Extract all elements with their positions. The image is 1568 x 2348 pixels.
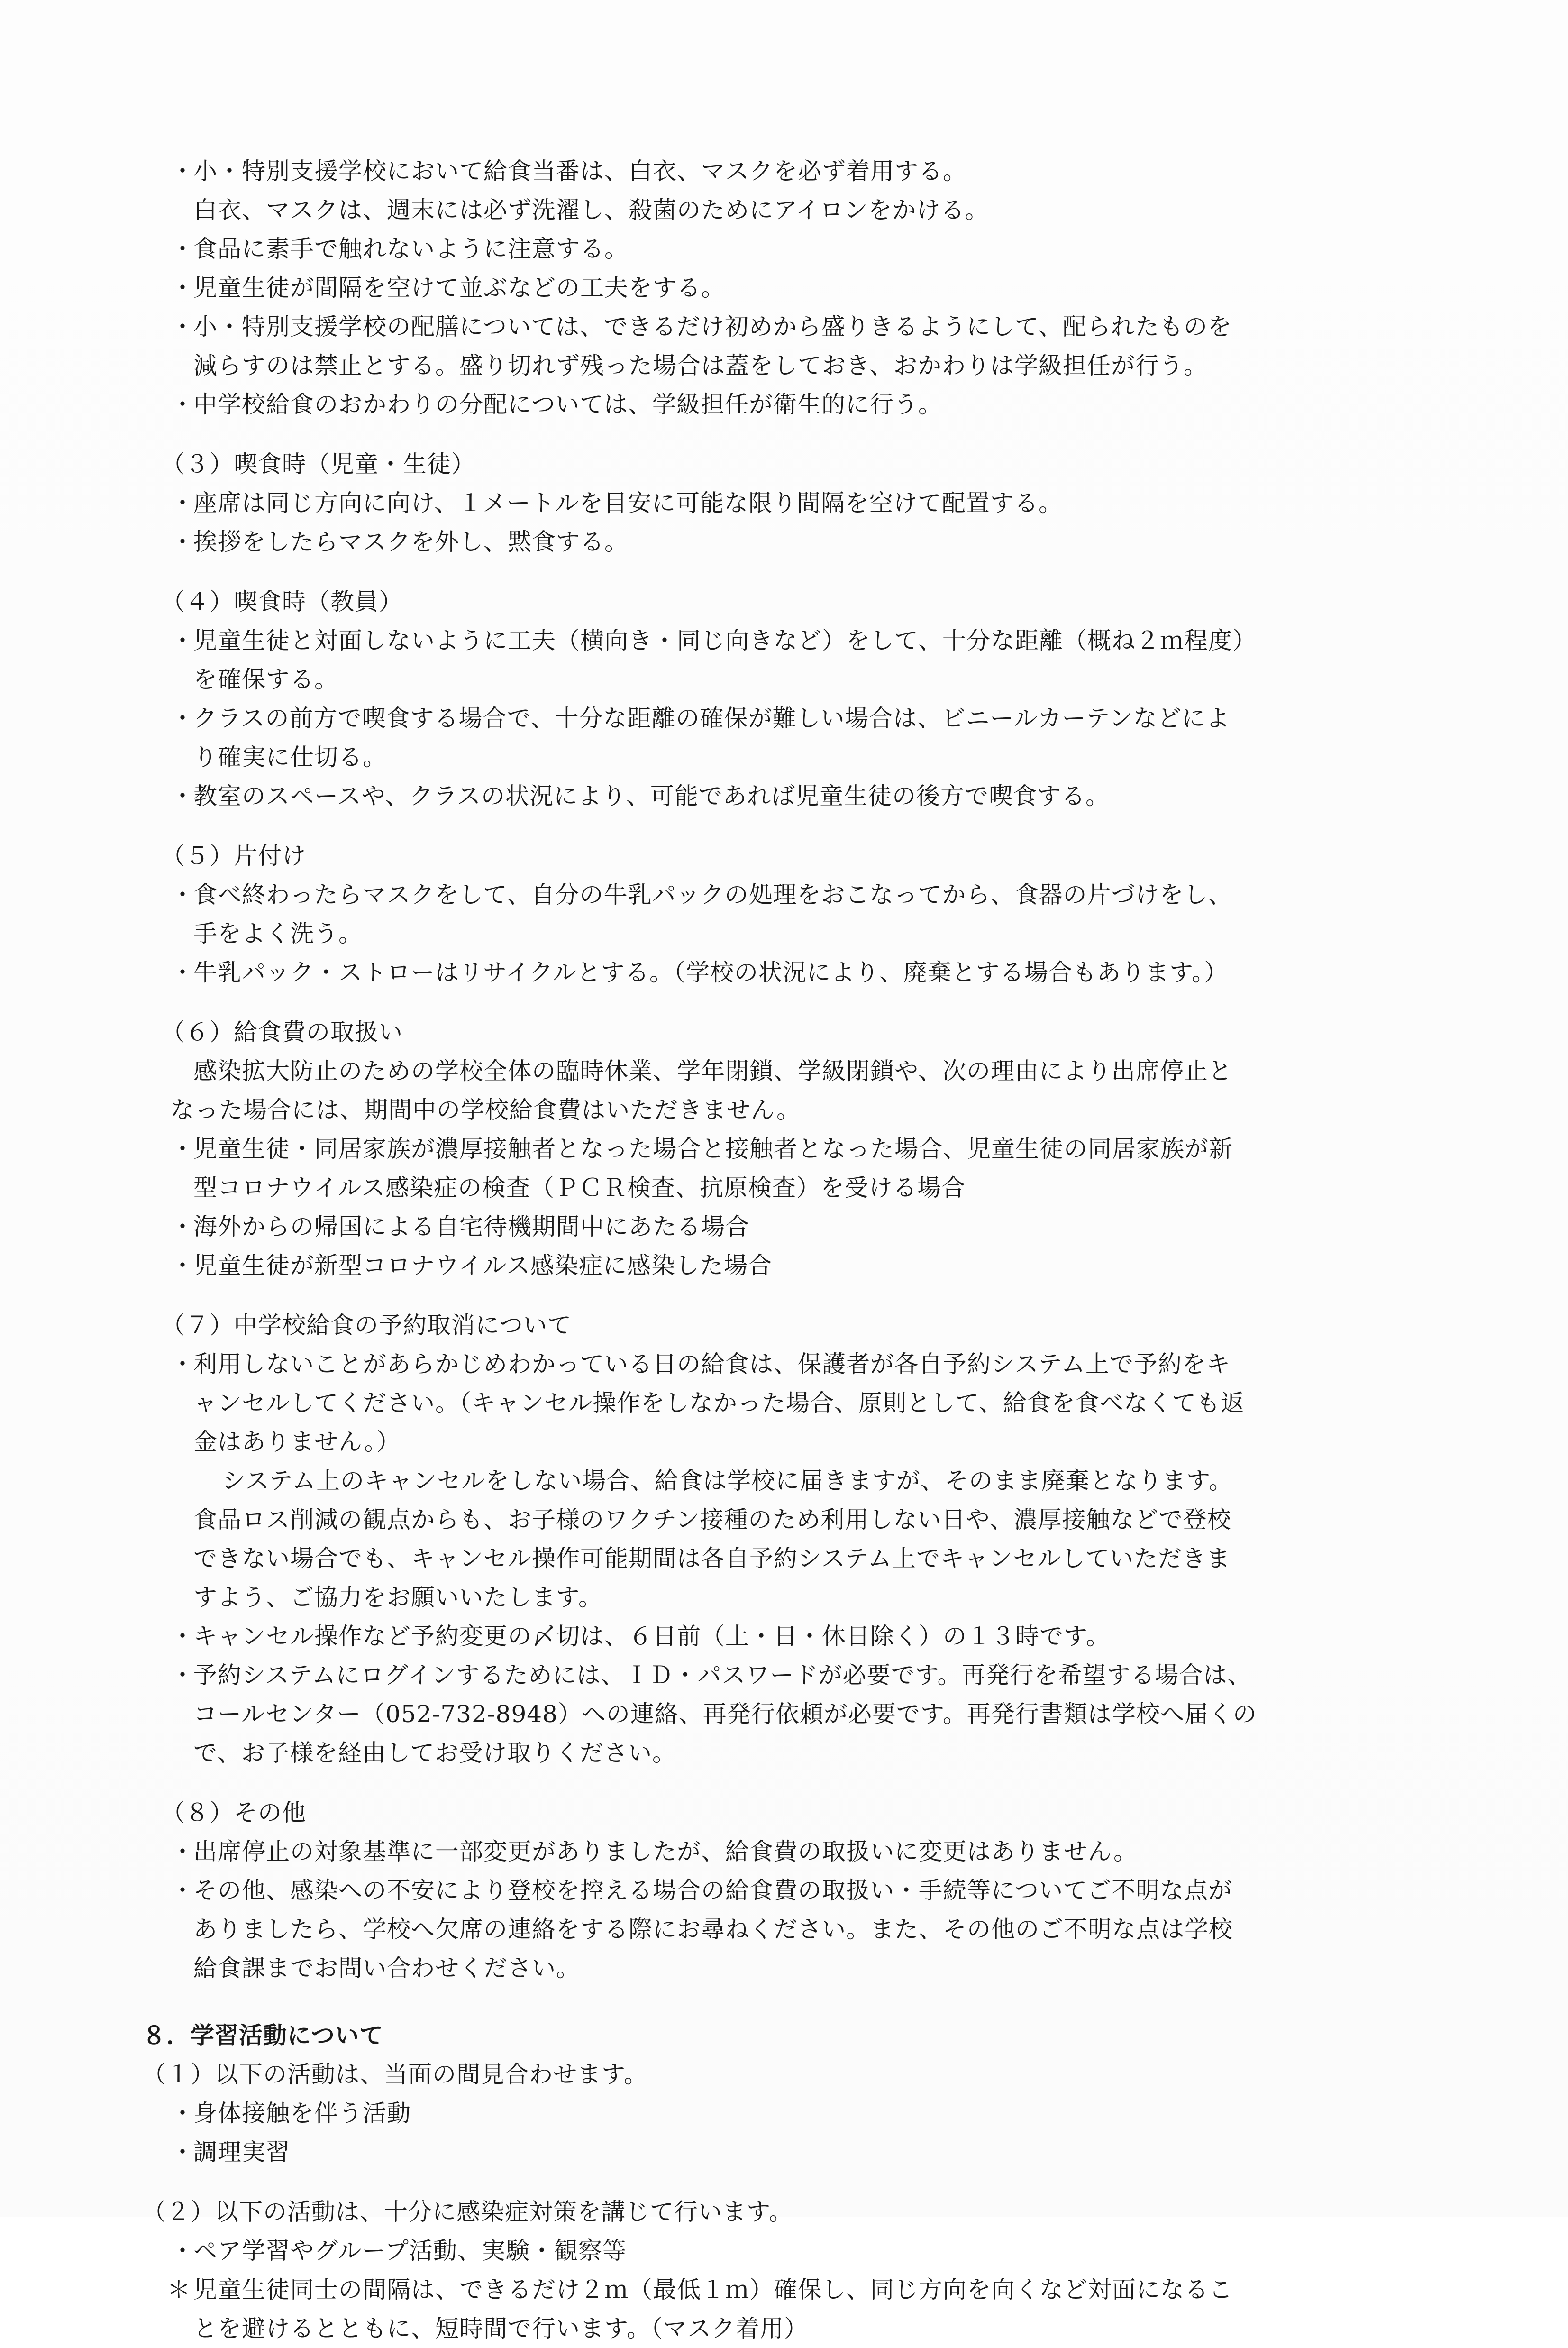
text-line: キャンセル操作など予約変更の〆切は、６日前（土・日・休日除く）の１３時です。 [193,1623,1110,1650]
list-item [142,385,1422,424]
list-item [142,152,1422,229]
text-line: 白衣、マスクは、週末には必ず洗濯し、殺菌のためにアイロンをかける。 [193,196,989,224]
text-line: 児童生徒と対面しないように工夫（横向き・同じ向きなど）をして、十分な距離（概ね２ｍ程度） [193,627,1257,654]
list-item [142,1207,1422,1246]
bullet: ・ [171,627,195,654]
subsection-3 [142,445,1422,561]
text-line: ありましたら、学校へ欠席の連絡をする際にお尋ねください。また、その他のご不明な点は学校 [193,1916,1233,1943]
bullet: ・ [171,391,195,418]
subsection-heading: （８）その他 [161,1799,306,1826]
text-line: 小・特別支援学校の配膳については、できるだけ初めから盛りきるようにして、配られたものを [193,313,1232,340]
text-line: 感染拡大防止のための学校全体の臨時休業、学年閉鎖、学級閉鎖や、次の理由により出席停止と [193,1057,1232,1085]
text-line: 型コロナウイルス感染症の検査（ＰＣＲ検査、抗原検査）を受ける場合 [193,1174,966,1202]
list-item [142,307,1422,385]
text-line: 食品に素手で触れないように注意する。 [193,235,629,263]
text-line: り確実に仕切る。 [193,743,387,771]
text-line: ャンセルしてください。（キャンセル操作をしなかった場合、原則として、給食を食べなくても返 [193,1389,1245,1417]
text-line: 減らすのは禁止とする。盛り切れず残った場合は蓋をしておき、おかわりは学級担任が行う。 [193,352,1208,379]
paragraph [142,1461,1422,1617]
text-line: システム上のキャンセルをしない場合、給食は学校に届きますが、そのまま廃棄となります。 [222,1467,1233,1495]
text-line: すよう、ご協力をお願いいたします。 [193,1584,602,1611]
list-item [142,777,1422,816]
list-item [142,268,1422,307]
text-line: 中学校給食のおかわりの分配については、学級担任が衛生的に行う。 [193,391,942,418]
section7-continued [142,152,1422,424]
list-item [142,1345,1422,1461]
text-line: 海外からの帰国による自宅待機期間中にあたる場合 [193,1213,749,1240]
text-line: クラスの前方で喫食する場合で、十分な距離の確保が難しい場合は、ビニールカーテンなどによ [193,705,1230,732]
subsection-4 [142,582,1422,816]
text-line: を確保する。 [193,666,338,693]
text-line: なった場合には、期間中の学校給食費はいただきません。 [171,1096,801,1124]
subsection-8 [142,1793,1422,1988]
subsection-6 [142,1013,1422,1285]
list-item [142,1871,1422,1988]
text-line: 児童生徒が新型コロナウイルス感染症に感染した場合 [193,1252,772,1279]
bullet: ・ [171,2100,195,2127]
bullet: ・ [171,1838,195,1865]
section-heading: ８．学習活動について [142,2022,383,2049]
bullet: ・ [171,705,195,732]
list-item [142,1617,1422,1656]
bullet: ・ [171,1661,195,1689]
bullet: ・ [171,1213,195,1240]
text-line: 調理実習 [193,2138,290,2166]
subsection-heading: （６）給食費の取扱い [161,1018,403,1046]
section-8 [142,2016,1422,2348]
text-line: 予約システムにログインするためには、ＩＤ・パスワードが必要です。再発行を希望する場合は、 [193,1661,1252,1689]
bullet: ・ [171,528,195,556]
text-line: その他、感染への不安により登校を控える場合の給食費の取扱い・手続等についてご不明な点が [193,1877,1232,1904]
text-line: とを避けるとともに、短時間で行います。（マスク着用） [193,2315,808,2342]
subsection-heading: （７）中学校給食の予約取消について [161,1312,572,1339]
list-item [142,621,1422,699]
text-line: 児童生徒同士の間隔は、できるだけ２ｍ（最低１ｍ）確保し、同じ方向を向くなど対面になるこ [193,2276,1233,2303]
list-item [142,2231,1422,2270]
text-line: 児童生徒・同居家族が濃厚接触者となった場合と接触者となった場合、児童生徒の同居家族が新 [193,1135,1233,1163]
subsection-5 [142,836,1422,992]
bullet: ・ [171,959,195,986]
list-item [142,1246,1422,1285]
text-line: 牛乳パック・ストローはリサイクルとする。（学校の状況により、廃棄とする場合もあります。） [193,959,1228,986]
bullet: ・ [171,782,195,810]
text-line: 食べ終わったらマスクをして、自分の牛乳パックの処理をおこなってから、食器の片づけをし、 [193,881,1232,908]
subsection-heading: （５）片付け [161,842,306,870]
bullet: ・ [171,489,195,517]
bullet: ・ [171,274,195,302]
subsection-7 [142,1306,1422,1772]
list-item [142,699,1422,777]
text-line: 身体接触を伴う活動 [193,2100,411,2127]
text-line: 利用しないことがあらかじめわかっている日の給食は、保護者が各自予約システム上で予約をキ [193,1350,1231,1378]
paragraph [142,1052,1422,1091]
bullet: ・ [171,2138,195,2166]
bullet: ・ [171,1252,195,1279]
bullet: ・ [171,2237,195,2265]
text-line: 座席は同じ方向に向け、１メートルを目安に可能な限り間隔を空けて配置する。 [193,489,1063,517]
list-item [142,2133,1422,2172]
list-item [142,1832,1422,1871]
bullet: ・ [171,1350,195,1378]
subsection-heading: （１）以下の活動は、当面の間見合わせます。 [142,2061,648,2088]
bullet: ・ [171,1877,195,1904]
bullet: ・ [171,157,195,185]
list-item [142,229,1422,268]
text-line: ペア学習やグループ活動、実験・観察等 [193,2237,627,2265]
text-line: で、お子様を経由してお受け取りください。 [193,1739,676,1767]
text-line: コールセンター（052-732-8948）への連絡、再発行依頼が必要です。再発行書類は学校へ届くの [193,1700,1257,1728]
list-item [142,875,1422,953]
text-line: 挨拶をしたらマスクを外し、黙食する。 [193,528,629,556]
text-line: 教室のスペースや、クラスの状況により、可能であれば児童生徒の後方で喫食する。 [193,782,1110,810]
bullet: ・ [171,1135,195,1163]
text-line: 給食課までお問い合わせください。 [193,1954,580,1982]
text-line: 児童生徒が間隔を空けて並ぶなどの工夫をする。 [193,274,725,302]
subsection-heading: （４）喫食時（教員） [161,588,403,615]
subsection-heading: （２）以下の活動は、十分に感染症対策を講じて行います。 [142,2198,793,2226]
text-line: 手をよく洗う。 [193,920,363,947]
list-item [142,484,1422,523]
note-item [142,2270,1422,2348]
asterisk-bullet: ＊ [167,2276,191,2303]
subsection-heading: （３）喫食時（児童・生徒） [161,450,475,478]
text-line: 出席停止の対象基準に一部変更がありましたが、給食費の取扱いに変更はありません。 [193,1838,1138,1865]
list-item [142,953,1422,992]
text-line: 金はありません。） [193,1428,401,1456]
bullet: ・ [171,881,195,908]
list-item [142,1656,1422,1772]
list-item [142,2094,1422,2133]
bullet: ・ [171,235,195,263]
bullet: ・ [171,313,195,340]
document-body [142,152,1422,2348]
list-item [142,1129,1422,1207]
text-line: できない場合でも、キャンセル操作可能期間は各自予約システム上でキャンセルしていただきま [193,1545,1231,1572]
list-item [142,523,1422,561]
text-line: 小・特別支援学校において給食当番は、白衣、マスクを必ず着用する。 [193,157,967,185]
text-line: 食品ロス削減の観点からも、お子様のワクチン接種のため利用しない日や、濃厚接触などで登校 [193,1506,1231,1533]
bullet: ・ [171,1623,195,1650]
